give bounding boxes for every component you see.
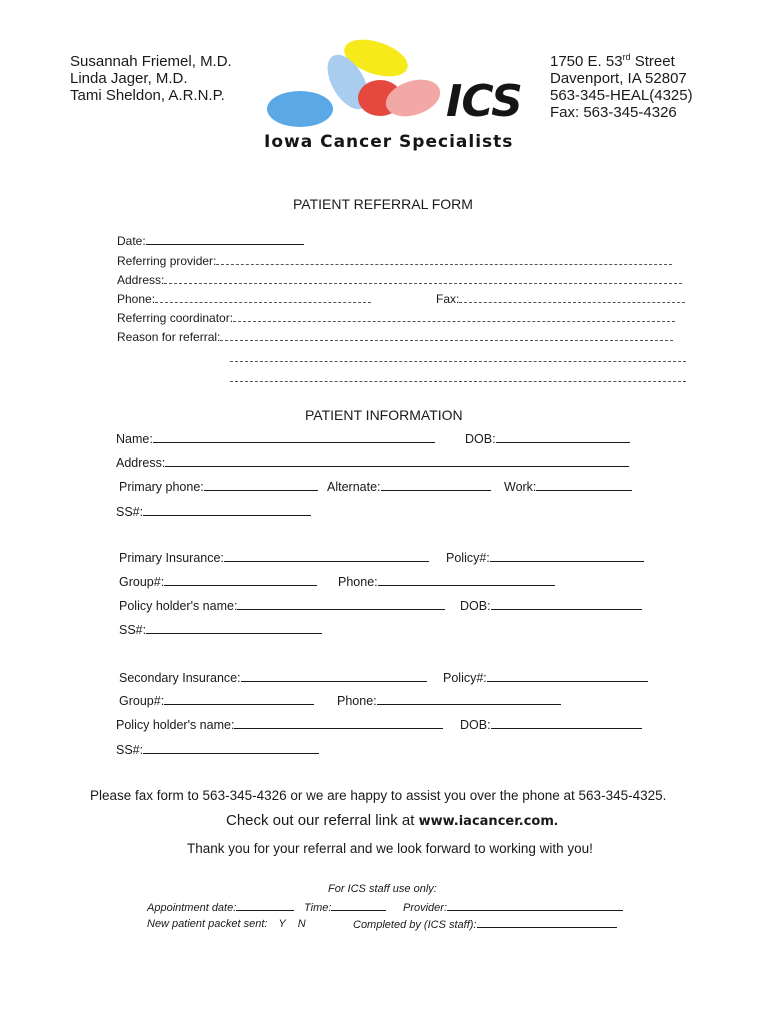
secondary-holder-dob-line[interactable]	[491, 717, 642, 729]
primary-policy-field[interactable]	[446, 550, 644, 565]
packet-yes-option[interactable]: Y	[278, 918, 286, 930]
referral-fax-label: Fax:	[436, 292, 460, 306]
referral-address-field[interactable]	[117, 272, 682, 287]
primary-holder-ss-label: SS#:	[119, 623, 147, 637]
secondary-holder-field[interactable]	[116, 717, 443, 732]
provider-list	[70, 53, 232, 104]
primary-holder-dob-line[interactable]	[491, 598, 642, 610]
petal-pink	[381, 73, 445, 123]
provider-name: Susannah Friemel, M.D.	[70, 53, 232, 70]
appointment-date-label: Appointment date:	[147, 902, 237, 914]
primary-insurance-line[interactable]	[224, 550, 429, 562]
referral-fax-field[interactable]	[436, 291, 685, 306]
primary-insurance-label: Primary Insurance:	[119, 551, 224, 565]
primary-ins-phone-line[interactable]	[378, 574, 555, 586]
city-state-zip: Davenport, IA 52807	[550, 70, 687, 87]
appointment-date-field[interactable]	[147, 901, 294, 914]
completed-by-label: Completed by (ICS staff):	[353, 919, 477, 931]
provider-name: Linda Jager, M.D.	[70, 70, 188, 87]
referring-coordinator-label: Referring coordinator:	[117, 311, 234, 325]
secondary-policy-label: Policy#:	[443, 671, 487, 685]
primary-policy-line[interactable]	[490, 550, 644, 562]
clinic-phone: 563-345-HEAL(4325)	[550, 87, 693, 104]
secondary-insurance-field[interactable]	[119, 670, 427, 685]
reason-line-2[interactable]	[230, 350, 686, 362]
secondary-ins-phone-field[interactable]	[337, 693, 561, 708]
referral-phone-field[interactable]	[117, 291, 371, 306]
primary-holder-dob-field[interactable]	[460, 598, 642, 613]
referral-link[interactable]: www.iacancer.com	[418, 814, 554, 829]
patient-ss-field[interactable]	[116, 504, 311, 519]
primary-policy-label: Policy#:	[446, 551, 490, 565]
referral-form-title: PATIENT REFERRAL FORM	[293, 196, 473, 212]
staff-provider-label: Provider:	[403, 902, 448, 914]
primary-holder-ss-field[interactable]	[119, 622, 322, 637]
alternate-phone-label: Alternate:	[327, 480, 381, 494]
thank-you-note: Thank you for your referral and we look forward to working with you!	[187, 841, 593, 856]
patient-name-line[interactable]	[153, 431, 435, 443]
primary-phone-field[interactable]	[119, 479, 318, 494]
completed-by-line[interactable]	[477, 918, 617, 928]
logo-name: Iowa Cancer Specialists	[264, 132, 514, 152]
secondary-holder-line[interactable]	[234, 717, 443, 729]
primary-ins-phone-field[interactable]	[338, 574, 555, 589]
primary-group-field[interactable]	[119, 574, 317, 589]
patient-address-field[interactable]	[116, 455, 629, 470]
patient-dob-line[interactable]	[496, 431, 630, 443]
secondary-holder-dob-field[interactable]	[460, 717, 642, 732]
referral-link-line: Check out our referral link at www.iacancer.com.	[226, 812, 559, 829]
work-phone-line[interactable]	[536, 479, 632, 491]
patient-name-field[interactable]	[116, 431, 435, 446]
patient-dob-field[interactable]	[465, 431, 630, 446]
clinic-address	[550, 53, 693, 121]
secondary-holder-ss-field[interactable]	[116, 742, 319, 757]
primary-group-label: Group#:	[119, 575, 165, 589]
referral-address-line[interactable]	[164, 272, 682, 284]
referring-provider-field[interactable]	[117, 253, 672, 268]
fax-instructions: Please fax form to 563-345-4326 or we are happy to assist you over the phone at 563-345-4325.	[90, 788, 667, 803]
primary-ins-phone-label: Phone:	[338, 575, 378, 589]
referral-fax-line[interactable]	[459, 291, 685, 303]
completed-by-field[interactable]	[353, 918, 617, 931]
secondary-holder-label: Policy holder's name:	[116, 718, 235, 732]
alternate-phone-field[interactable]	[327, 479, 491, 494]
date-field[interactable]	[117, 233, 304, 248]
ics-logo	[258, 32, 523, 157]
secondary-group-field[interactable]	[119, 693, 314, 708]
referral-phone-label: Phone:	[117, 292, 156, 306]
reason-for-referral-field[interactable]	[117, 329, 673, 344]
staff-use-title: For ICS staff use only:	[328, 883, 437, 895]
secondary-group-label: Group#:	[119, 694, 165, 708]
referral-address-label: Address:	[117, 273, 165, 287]
appointment-time-line[interactable]	[331, 901, 386, 911]
date-label: Date:	[117, 234, 146, 248]
logo-abbrev: ICS	[446, 76, 522, 127]
secondary-ins-phone-label: Phone:	[337, 694, 377, 708]
secondary-insurance-label: Secondary Insurance:	[119, 671, 241, 685]
referral-phone-line[interactable]	[155, 291, 371, 303]
patient-address-line[interactable]	[165, 455, 629, 467]
packet-sent-field	[147, 918, 306, 930]
date-line[interactable]	[146, 233, 304, 245]
street-address: 1750 E. 53rd Street	[550, 52, 675, 70]
reason-line-3[interactable]	[230, 370, 686, 382]
primary-insurance-field[interactable]	[119, 550, 429, 565]
primary-holder-ss-line[interactable]	[146, 622, 322, 634]
referring-provider-line[interactable]	[216, 253, 672, 265]
reason-line-1[interactable]	[220, 329, 673, 341]
alternate-phone-line[interactable]	[381, 479, 491, 491]
patient-address-label: Address:	[116, 456, 166, 470]
referring-provider-label: Referring provider:	[117, 254, 217, 268]
reason-for-referral-label: Reason for referral:	[117, 330, 221, 344]
secondary-insurance-line[interactable]	[241, 670, 427, 682]
patient-ss-line[interactable]	[143, 504, 311, 516]
patient-info-title: PATIENT INFORMATION	[305, 407, 463, 423]
patient-name-label: Name:	[116, 432, 153, 446]
secondary-holder-dob-label: DOB:	[460, 718, 491, 732]
appointment-date-line[interactable]	[236, 901, 294, 911]
secondary-ins-phone-line[interactable]	[377, 693, 561, 705]
packet-no-option[interactable]: N	[297, 918, 306, 930]
secondary-group-line[interactable]	[164, 693, 314, 705]
staff-provider-field[interactable]	[403, 901, 623, 914]
clinic-fax: Fax: 563-345-4326	[550, 104, 677, 121]
primary-phone-label: Primary phone:	[119, 480, 204, 494]
appointment-time-field[interactable]	[304, 901, 386, 914]
secondary-policy-field[interactable]	[443, 670, 648, 685]
primary-holder-dob-label: DOB:	[460, 599, 491, 613]
patient-dob-label: DOB:	[465, 432, 496, 446]
primary-holder-field[interactable]	[119, 598, 445, 613]
work-phone-field[interactable]	[504, 479, 632, 494]
primary-phone-line[interactable]	[204, 479, 318, 491]
provider-name: Tami Sheldon, A.R.N.P.	[70, 87, 225, 104]
secondary-holder-ss-line[interactable]	[143, 742, 319, 754]
petal-blue	[267, 91, 333, 127]
primary-holder-label: Policy holder's name:	[119, 599, 238, 613]
staff-provider-line[interactable]	[447, 901, 623, 911]
secondary-policy-line[interactable]	[487, 670, 648, 682]
referring-coordinator-line[interactable]	[233, 310, 675, 322]
packet-sent-label: New patient packet sent:	[147, 918, 268, 930]
appointment-time-label: Time:	[304, 902, 332, 914]
primary-group-line[interactable]	[164, 574, 317, 586]
secondary-holder-ss-label: SS#:	[116, 743, 144, 757]
referring-coordinator-field[interactable]	[117, 310, 675, 325]
patient-ss-label: SS#:	[116, 505, 144, 519]
primary-holder-line[interactable]	[237, 598, 445, 610]
work-phone-label: Work:	[504, 480, 537, 494]
